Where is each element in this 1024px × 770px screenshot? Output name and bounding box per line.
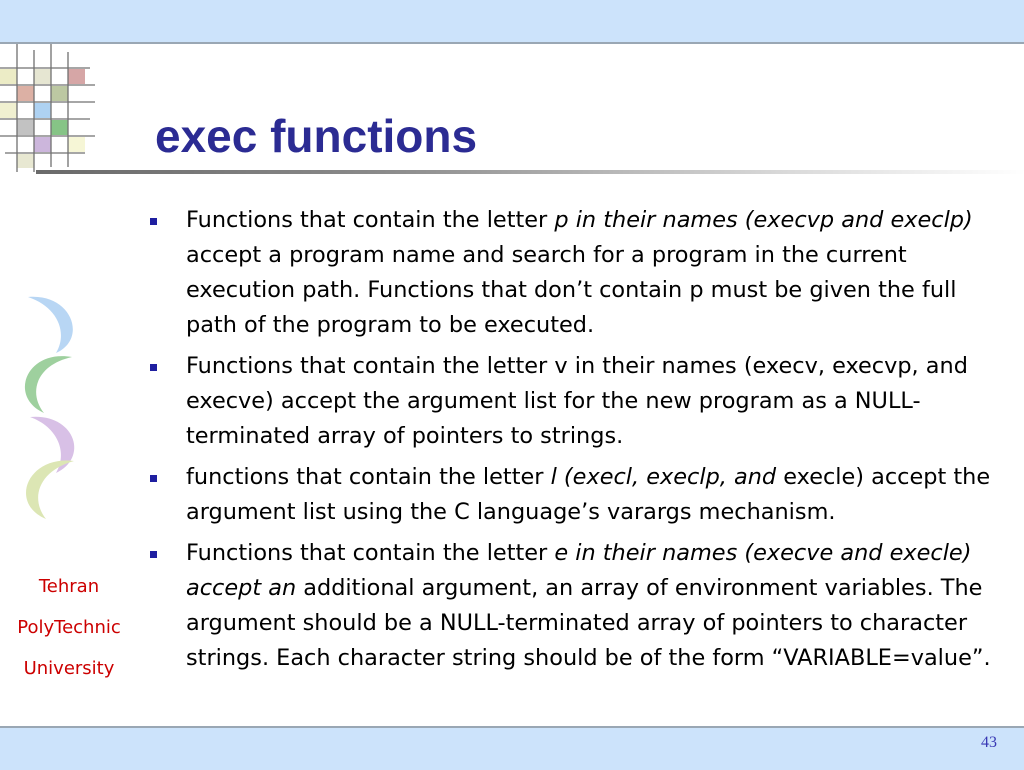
bullet-marker	[150, 475, 157, 482]
grid-decoration	[0, 42, 100, 172]
top-band	[0, 0, 1024, 44]
slide-title: exec functions	[155, 110, 478, 162]
bullet-marker	[150, 218, 157, 225]
title-divider	[36, 170, 1024, 174]
bullet-marker	[150, 551, 157, 558]
bullet-item	[150, 460, 998, 530]
credit-line-1: Tehran	[38, 576, 100, 597]
bullet-text: Functions that contain the letter	[186, 207, 555, 233]
bullet-text: execle) accept the argument list using the C language’s varargs mechanism.	[186, 464, 991, 525]
bullet-text: Functions that contain the letter	[186, 540, 555, 566]
bullet-item	[150, 536, 998, 676]
bottom-band	[0, 726, 1024, 770]
bullet-list	[150, 203, 998, 682]
bullet-text-italic: p in their names (execvp and execlp)	[554, 207, 973, 233]
bullet-text-italic: e in their names (execve and execle) accept an	[186, 540, 972, 601]
bullet-text: functions that contain the letter	[186, 464, 551, 490]
bullet-marker	[150, 364, 157, 371]
bullet-text: accept a program name and search for a program in the current execution path. Functions that don’t contain p must be given the full path of the program to be executed.	[186, 242, 957, 338]
university-credit	[0, 566, 138, 689]
bullet-item	[150, 203, 998, 343]
page-number: 43	[981, 734, 997, 751]
bullet-text: additional argument, an array of environment variables. The argument should be a NULL-terminated array of pointers to character strings. Each character string should be of the form “VARIABLE=value”.	[186, 575, 991, 671]
bullet-text: Functions that contain the letter v in their names (execv, execvp, and execve) accept the argument list for the new program as a NULL-terminated array of pointers to strings.	[186, 353, 968, 449]
crescent-moons-decoration	[0, 295, 110, 525]
bullet-item	[150, 349, 998, 454]
credit-line-2: PolyTechnic	[17, 617, 121, 638]
credit-line-3: University	[23, 658, 115, 679]
bullet-text-italic: l (execl, execlp, and	[550, 464, 777, 490]
